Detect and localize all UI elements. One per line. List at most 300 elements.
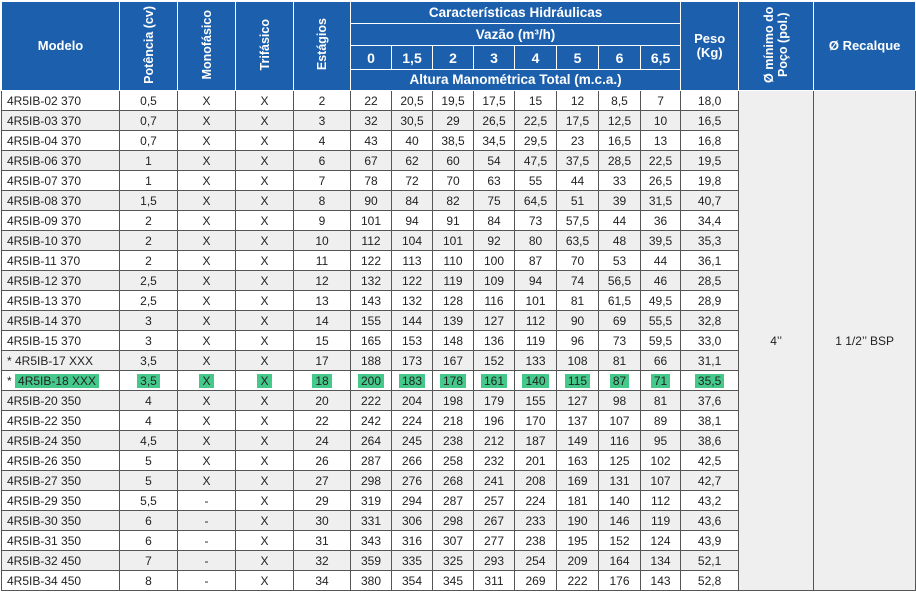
cell-potencia: 0,7 — [120, 131, 178, 151]
cell-altura: 60 — [433, 151, 474, 171]
cell-potencia: 2,5 — [120, 291, 178, 311]
cell-altura: 61,5 — [599, 291, 641, 311]
cell-modelo: 4R5IB-15 370 — [2, 331, 120, 351]
cell-altura: 19,5 — [433, 91, 474, 111]
cell-altura — [557, 371, 599, 391]
cell-altura-highlight: 183 — [399, 374, 425, 388]
cell-altura: 144 — [392, 311, 433, 331]
cell-altura: 84 — [392, 191, 433, 211]
cell-altura: 101 — [433, 231, 474, 251]
cell-altura: 306 — [392, 511, 433, 531]
cell-peso: 43,2 — [681, 491, 739, 511]
cell-altura: 179 — [474, 391, 515, 411]
header-vazao: Vazão (m³/h) — [351, 24, 681, 46]
cell-altura: 36 — [641, 211, 681, 231]
cell-modelo: 4R5IB-26 350 — [2, 451, 120, 471]
cell-potencia-highlight: 3,5 — [137, 374, 160, 388]
cell-altura-highlight: 200 — [358, 374, 384, 388]
cell-altura: 108 — [557, 351, 599, 371]
cell-estagios: 30 — [294, 511, 351, 531]
cell-monofasico: - — [178, 571, 236, 591]
cell-estagios: 34 — [294, 571, 351, 591]
cell-modelo: 4R5IB-32 450 — [2, 551, 120, 571]
cell-monofasico: X — [178, 431, 236, 451]
cell-altura: 102 — [641, 451, 681, 471]
cell-altura: 298 — [351, 471, 392, 491]
cell-altura: 268 — [433, 471, 474, 491]
cell-altura: 39 — [599, 191, 641, 211]
cell-altura: 74 — [557, 271, 599, 291]
cell-monofasico: X — [178, 231, 236, 251]
cell-altura: 30,5 — [392, 111, 433, 131]
cell-altura: 128 — [433, 291, 474, 311]
cell-trifasico: X — [236, 311, 294, 331]
header-altura: Altura Manométrica Total (m.c.a.) — [351, 70, 681, 91]
cell-estagios: 31 — [294, 531, 351, 551]
cell-monofasico: - — [178, 511, 236, 531]
cell-altura: 87 — [515, 251, 557, 271]
cell-peso: 28,5 — [681, 271, 739, 291]
cell-altura: 153 — [392, 331, 433, 351]
cell-altura: 80 — [515, 231, 557, 251]
cell-modelo-highlight: 4R5IB-18 XXX — [15, 374, 99, 388]
cell-altura-highlight: 115 — [565, 374, 590, 388]
cell-modelo: 4R5IB-20 350 — [2, 391, 120, 411]
cell-estagios: 13 — [294, 291, 351, 311]
cell-altura: 26,5 — [474, 111, 515, 131]
cell-peso: 19,5 — [681, 151, 739, 171]
cell-monofasico: X — [178, 191, 236, 211]
cell-peso: 28,9 — [681, 291, 739, 311]
cell-altura: 335 — [392, 551, 433, 571]
cell-altura: 78 — [351, 171, 392, 191]
header-modelo: Modelo — [2, 2, 120, 91]
cell-monofasico: - — [178, 491, 236, 511]
cell-altura: 29 — [433, 111, 474, 131]
cell-monofasico: X — [178, 151, 236, 171]
cell-estagios: 15 — [294, 331, 351, 351]
cell-potencia: 7 — [120, 551, 178, 571]
cell-monofasico: X — [178, 351, 236, 371]
cell-altura: 26,5 — [641, 171, 681, 191]
cell-altura: 119 — [515, 331, 557, 351]
cell-altura: 146 — [599, 511, 641, 531]
cell-potencia: 5 — [120, 451, 178, 471]
cell-trifasico: X — [236, 191, 294, 211]
cell-altura: 345 — [433, 571, 474, 591]
cell-altura: 254 — [515, 551, 557, 571]
header-flow-6: 6 — [599, 46, 641, 70]
cell-potencia: 3 — [120, 331, 178, 351]
cell-altura: 176 — [599, 571, 641, 591]
cell-trifasico — [236, 371, 294, 391]
cell-altura: 12 — [557, 91, 599, 111]
cell-altura: 44 — [641, 251, 681, 271]
cell-modelo: 4R5IB-30 350 — [2, 511, 120, 531]
cell-altura: 127 — [474, 311, 515, 331]
cell-estagios: 27 — [294, 471, 351, 491]
cell-altura: 17,5 — [557, 111, 599, 131]
cell-trifasico: X — [236, 91, 294, 111]
cell-potencia: 2 — [120, 251, 178, 271]
cell-estagios: 7 — [294, 171, 351, 191]
cell-altura: 90 — [557, 311, 599, 331]
cell-altura: 134 — [641, 551, 681, 571]
cell-altura: 181 — [557, 491, 599, 511]
cell-altura — [474, 371, 515, 391]
cell-altura: 190 — [557, 511, 599, 531]
cell-altura: 89 — [641, 411, 681, 431]
cell-altura: 101 — [515, 291, 557, 311]
cell-altura: 34,5 — [474, 131, 515, 151]
cell-trifasico: X — [236, 331, 294, 351]
cell-peso: 52,8 — [681, 571, 739, 591]
cell-altura: 90 — [351, 191, 392, 211]
cell-modelo: 4R5IB-14 370 — [2, 311, 120, 331]
cell-altura: 222 — [557, 571, 599, 591]
cell-altura — [392, 371, 433, 391]
cell-peso: 43,6 — [681, 511, 739, 531]
cell-altura: 294 — [392, 491, 433, 511]
cell-trifasico-highlight: X — [257, 374, 271, 388]
cell-estagios: 20 — [294, 391, 351, 411]
cell-altura: 92 — [474, 231, 515, 251]
cell-altura: 10 — [641, 111, 681, 131]
cell-altura: 149 — [557, 431, 599, 451]
cell-altura: 343 — [351, 531, 392, 551]
cell-peso: 34,4 — [681, 211, 739, 231]
cell-peso — [681, 371, 739, 391]
cell-monofasico: X — [178, 91, 236, 111]
cell-altura: 163 — [557, 451, 599, 471]
cell-altura: 17,5 — [474, 91, 515, 111]
cell-altura: 107 — [599, 411, 641, 431]
cell-modelo: 4R5IB-34 450 — [2, 571, 120, 591]
header-flow-3: 3 — [474, 46, 515, 70]
cell-altura-highlight: 87 — [610, 374, 629, 388]
cell-trifasico: X — [236, 131, 294, 151]
cell-altura: 43 — [351, 131, 392, 151]
cell-modelo: * 4R5IB-17 XXX — [2, 351, 120, 371]
cell-altura: 257 — [474, 491, 515, 511]
cell-potencia: 5 — [120, 471, 178, 491]
cell-modelo: 4R5IB-07 370 — [2, 171, 120, 191]
cell-estagios: 17 — [294, 351, 351, 371]
cell-modelo: 4R5IB-13 370 — [2, 291, 120, 311]
cell-altura: 136 — [474, 331, 515, 351]
cell-altura: 173 — [392, 351, 433, 371]
cell-altura: 64,5 — [515, 191, 557, 211]
cell-altura: 70 — [433, 171, 474, 191]
cell-altura: 132 — [351, 271, 392, 291]
cell-altura: 73 — [515, 211, 557, 231]
cell-estagios-highlight: 18 — [312, 374, 331, 388]
cell-estagios: 6 — [294, 151, 351, 171]
cell-altura: 139 — [433, 311, 474, 331]
cell-trifasico: X — [236, 491, 294, 511]
cell-altura: 38,5 — [433, 131, 474, 151]
cell-estagios: 22 — [294, 411, 351, 431]
cell-altura: 316 — [392, 531, 433, 551]
cell-trifasico: X — [236, 531, 294, 551]
cell-altura: 277 — [474, 531, 515, 551]
cell-modelo: 4R5IB-03 370 — [2, 111, 120, 131]
cell-altura: 70 — [557, 251, 599, 271]
header-trifasico: Trifásico — [236, 2, 294, 91]
cell-monofasico: X — [178, 171, 236, 191]
cell-altura: 209 — [557, 551, 599, 571]
cell-altura: 133 — [515, 351, 557, 371]
cell-altura: 33 — [599, 171, 641, 191]
cell-altura: 81 — [641, 391, 681, 411]
header-monofasico: Monofásico — [178, 2, 236, 91]
cell-altura: 15 — [515, 91, 557, 111]
cell-altura: 276 — [392, 471, 433, 491]
cell-potencia: 6 — [120, 531, 178, 551]
cell-peso: 35,3 — [681, 231, 739, 251]
cell-trifasico: X — [236, 291, 294, 311]
cell-altura: 104 — [392, 231, 433, 251]
cell-altura: 55,5 — [641, 311, 681, 331]
cell-altura: 94 — [515, 271, 557, 291]
cell-altura: 13 — [641, 131, 681, 151]
cell-potencia: 2,5 — [120, 271, 178, 291]
cell-peso: 40,7 — [681, 191, 739, 211]
cell-trifasico: X — [236, 211, 294, 231]
cell-monofasico: X — [178, 291, 236, 311]
cell-altura: 81 — [599, 351, 641, 371]
cell-altura: 112 — [515, 311, 557, 331]
cell-altura: 53 — [599, 251, 641, 271]
cell-altura: 7 — [641, 91, 681, 111]
cell-monofasico: - — [178, 531, 236, 551]
cell-trifasico: X — [236, 431, 294, 451]
cell-potencia: 0,7 — [120, 111, 178, 131]
cell-altura: 109 — [474, 271, 515, 291]
cell-altura: 152 — [599, 531, 641, 551]
cell-altura: 62 — [392, 151, 433, 171]
cell-trifasico: X — [236, 411, 294, 431]
cell-altura: 137 — [557, 411, 599, 431]
cell-estagios: 11 — [294, 251, 351, 271]
cell-altura: 81 — [557, 291, 599, 311]
cell-peso-highlight: 35,5 — [695, 374, 724, 388]
cell-peso: 38,1 — [681, 411, 739, 431]
cell-altura: 116 — [474, 291, 515, 311]
cell-diametro-poco: 4’’ — [739, 91, 814, 591]
cell-altura: 208 — [515, 471, 557, 491]
cell-altura: 170 — [515, 411, 557, 431]
cell-altura: 57,5 — [557, 211, 599, 231]
cell-altura: 266 — [392, 451, 433, 471]
cell-potencia: 3,5 — [120, 351, 178, 371]
header-peso: Peso (Kg) — [681, 2, 739, 91]
cell-altura: 325 — [433, 551, 474, 571]
cell-monofasico-highlight: X — [199, 374, 213, 388]
table-row — [2, 91, 916, 111]
cell-estagios: 26 — [294, 451, 351, 471]
cell-altura — [351, 371, 392, 391]
cell-modelo: 4R5IB-02 370 — [2, 91, 120, 111]
cell-peso: 32,8 — [681, 311, 739, 331]
cell-altura: 169 — [557, 471, 599, 491]
cell-altura: 54 — [474, 151, 515, 171]
cell-altura: 188 — [351, 351, 392, 371]
cell-modelo: 4R5IB-06 370 — [2, 151, 120, 171]
cell-altura: 73 — [599, 331, 641, 351]
cell-monofasico: X — [178, 391, 236, 411]
cell-altura: 119 — [433, 271, 474, 291]
cell-altura: 287 — [351, 451, 392, 471]
cell-altura: 195 — [557, 531, 599, 551]
cell-trifasico: X — [236, 351, 294, 371]
cell-trifasico: X — [236, 511, 294, 531]
cell-peso: 42,7 — [681, 471, 739, 491]
cell-monofasico: X — [178, 251, 236, 271]
cell-monofasico — [178, 371, 236, 391]
cell-altura: 113 — [392, 251, 433, 271]
cell-altura-highlight: 178 — [440, 374, 466, 388]
cell-altura-highlight: 71 — [651, 374, 670, 388]
cell-monofasico: X — [178, 411, 236, 431]
cell-estagios: 29 — [294, 491, 351, 511]
cell-altura: 152 — [474, 351, 515, 371]
cell-modelo: 4R5IB-24 350 — [2, 431, 120, 451]
cell-peso: 52,1 — [681, 551, 739, 571]
cell-modelo: 4R5IB-31 350 — [2, 531, 120, 551]
cell-altura: 232 — [474, 451, 515, 471]
table-header — [2, 2, 916, 91]
cell-potencia: 4 — [120, 391, 178, 411]
cell-modelo: 4R5IB-29 350 — [2, 491, 120, 511]
cell-altura: 94 — [392, 211, 433, 231]
cell-altura: 319 — [351, 491, 392, 511]
cell-altura: 242 — [351, 411, 392, 431]
cell-altura: 287 — [433, 491, 474, 511]
cell-trifasico: X — [236, 571, 294, 591]
cell-modelo: 4R5IB-27 350 — [2, 471, 120, 491]
cell-altura: 132 — [392, 291, 433, 311]
cell-altura: 307 — [433, 531, 474, 551]
header-estagios: Estágios — [294, 2, 351, 91]
cell-potencia: 8 — [120, 571, 178, 591]
cell-trifasico: X — [236, 551, 294, 571]
cell-altura: 56,5 — [599, 271, 641, 291]
cell-altura: 165 — [351, 331, 392, 351]
cell-altura: 112 — [641, 491, 681, 511]
cell-altura: 49,5 — [641, 291, 681, 311]
cell-altura — [433, 371, 474, 391]
cell-altura: 75 — [474, 191, 515, 211]
cell-altura: 224 — [515, 491, 557, 511]
cell-monofasico: X — [178, 331, 236, 351]
cell-altura-highlight: 161 — [481, 374, 507, 388]
cell-peso: 16,5 — [681, 111, 739, 131]
cell-monofasico: X — [178, 471, 236, 491]
cell-altura: 201 — [515, 451, 557, 471]
cell-estagios: 8 — [294, 191, 351, 211]
cell-altura: 39,5 — [641, 231, 681, 251]
cell-peso: 38,6 — [681, 431, 739, 451]
cell-modelo: 4R5IB-22 350 — [2, 411, 120, 431]
cell-altura: 22,5 — [515, 111, 557, 131]
pump-spec-table — [1, 1, 916, 591]
cell-altura: 124 — [641, 531, 681, 551]
cell-altura — [515, 371, 557, 391]
cell-altura: 101 — [351, 211, 392, 231]
cell-peso: 19,8 — [681, 171, 739, 191]
cell-altura: 359 — [351, 551, 392, 571]
cell-altura: 63,5 — [557, 231, 599, 251]
cell-altura: 84 — [474, 211, 515, 231]
cell-altura: 22 — [351, 91, 392, 111]
cell-potencia: 3 — [120, 311, 178, 331]
cell-trifasico: X — [236, 471, 294, 491]
cell-trifasico: X — [236, 151, 294, 171]
header-flow-4: 4 — [515, 46, 557, 70]
cell-altura: 29,5 — [515, 131, 557, 151]
cell-altura: 37,5 — [557, 151, 599, 171]
cell-altura: 198 — [433, 391, 474, 411]
cell-monofasico: X — [178, 111, 236, 131]
header-flow-0: 0 — [351, 46, 392, 70]
table-body — [2, 91, 916, 591]
cell-altura: 66 — [641, 351, 681, 371]
cell-modelo: 4R5IB-12 370 — [2, 271, 120, 291]
cell-monofasico: X — [178, 131, 236, 151]
cell-altura: 112 — [351, 231, 392, 251]
cell-altura: 28,5 — [599, 151, 641, 171]
cell-altura: 127 — [557, 391, 599, 411]
cell-altura — [641, 371, 681, 391]
cell-peso: 36,1 — [681, 251, 739, 271]
header-caracteristicas: Características Hidráulicas — [351, 2, 681, 24]
cell-altura: 204 — [392, 391, 433, 411]
cell-potencia: 0,5 — [120, 91, 178, 111]
cell-altura: 48 — [599, 231, 641, 251]
cell-modelo: 4R5IB-10 370 — [2, 231, 120, 251]
cell-altura: 69 — [599, 311, 641, 331]
cell-altura: 148 — [433, 331, 474, 351]
cell-altura: 44 — [599, 211, 641, 231]
cell-estagios: 10 — [294, 231, 351, 251]
cell-trifasico: X — [236, 271, 294, 291]
cell-monofasico: X — [178, 451, 236, 471]
cell-altura: 269 — [515, 571, 557, 591]
cell-altura: 95 — [641, 431, 681, 451]
cell-altura: 91 — [433, 211, 474, 231]
cell-altura: 59,5 — [641, 331, 681, 351]
cell-altura: 245 — [392, 431, 433, 451]
cell-altura: 46 — [641, 271, 681, 291]
cell-altura: 20,5 — [392, 91, 433, 111]
cell-altura: 23 — [557, 131, 599, 151]
cell-trifasico: X — [236, 171, 294, 191]
cell-altura: 331 — [351, 511, 392, 531]
cell-altura: 125 — [599, 451, 641, 471]
cell-altura: 264 — [351, 431, 392, 451]
cell-altura: 107 — [641, 471, 681, 491]
cell-estagios: 32 — [294, 551, 351, 571]
cell-altura: 155 — [515, 391, 557, 411]
cell-peso: 43,9 — [681, 531, 739, 551]
cell-estagios: 2 — [294, 91, 351, 111]
cell-altura: 122 — [392, 271, 433, 291]
cell-altura: 47,5 — [515, 151, 557, 171]
cell-modelo-prefix: * — [7, 373, 16, 388]
cell-altura: 119 — [641, 511, 681, 531]
cell-monofasico: X — [178, 271, 236, 291]
